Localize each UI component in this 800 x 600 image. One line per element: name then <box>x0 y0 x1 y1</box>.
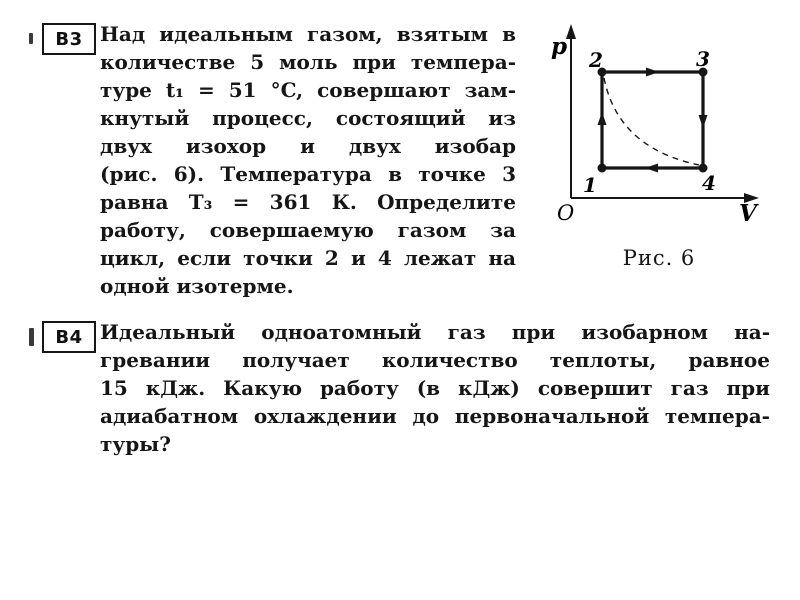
text-line: одной изотерме. <box>100 274 294 298</box>
text-line: работу, совершаемую газом за <box>100 218 516 242</box>
problem-b4-label: В4 <box>55 326 83 348</box>
text-line: двух изохор и двух изобар <box>100 134 516 158</box>
text-line: туры? <box>100 432 171 456</box>
problem-b3-text <box>100 20 516 300</box>
arrow-down-icon <box>699 115 708 128</box>
arrow-up-icon <box>598 112 607 125</box>
cycle-vertices <box>598 68 708 173</box>
problem-b3-badge <box>42 23 96 55</box>
text-line: туре t₁ = 51 °C, совершают зам- <box>100 78 516 102</box>
point-4-label: 4 <box>702 171 716 195</box>
arrow-left-icon <box>645 164 658 173</box>
text-line: Идеальный одноатомный газ при изобарном на- <box>100 320 770 344</box>
point-2-label: 2 <box>589 48 603 72</box>
arrow-right-icon <box>646 68 659 77</box>
text-line: (рис. 6). Температура в точке 3 <box>100 162 516 186</box>
y-axis-label: p <box>551 33 568 60</box>
scan-artifact <box>29 328 34 346</box>
text-line: равна T₃ = 361 К. Определите <box>100 190 516 214</box>
text-line: кнутый процесс, состоящий из <box>100 106 516 130</box>
isotherm-dashed-curve <box>604 78 699 165</box>
pv-diagram <box>543 14 775 244</box>
cycle-square <box>602 72 703 168</box>
scan-artifact <box>29 33 33 44</box>
x-axis-label: V <box>739 200 757 227</box>
problem-b4-badge <box>42 321 96 353</box>
problem-b3-label: В3 <box>55 28 83 50</box>
text-line: количестве 5 моль при темпера- <box>100 50 516 74</box>
text-line: 15 кДж. Какую работу (в кДж) совершит газ при <box>100 376 770 400</box>
point-1-label: 1 <box>583 173 597 197</box>
point-3-label: 3 <box>696 47 710 71</box>
text-line: Над идеальным газом, взятым в <box>100 22 516 46</box>
figure-caption: Рис. 6 <box>622 246 696 270</box>
text-line: цикл, если точки 2 и 4 лежат на <box>100 246 516 270</box>
pv-diagram-figure <box>543 14 775 284</box>
text-line: адиабатном охлаждении до первоначальной темпера- <box>100 404 770 428</box>
y-axis-arrow-icon <box>566 24 576 39</box>
origin-label: O <box>557 201 575 225</box>
text-line: гревании получает количество теплоты, равное <box>100 348 770 372</box>
problem-b4-text <box>100 318 770 458</box>
